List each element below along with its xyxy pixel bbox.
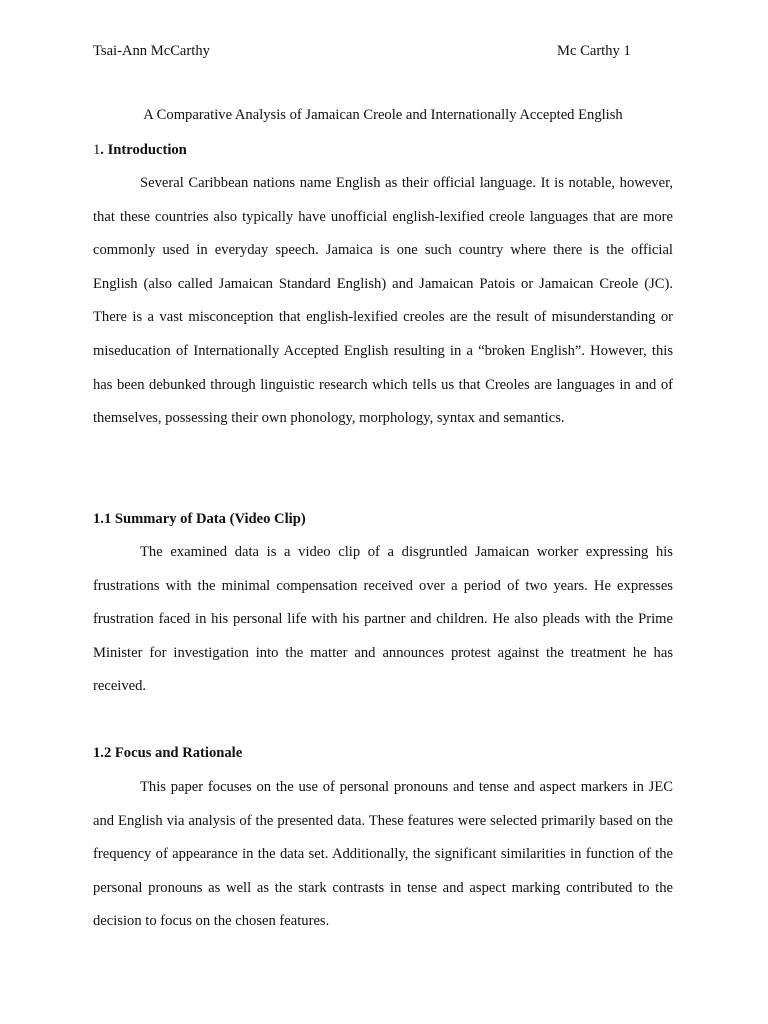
paragraph-summary: The examined data is a video clip of a disgruntled Jamaican worker expressing his frustrations with the minimal compensation received over a period of two years. He expresses frustration faced in his personal life with his partner and children. He also pleads with the Prime Minister for investigation into the matter and announces protest against the treatment he has received. bbox=[93, 544, 673, 695]
section-heading-focus: 1.2 Focus and Rationale bbox=[93, 745, 243, 761]
section-heading-summary: 1.1 Summary of Data (Video Clip) bbox=[93, 511, 306, 527]
section-heading-introduction bbox=[93, 142, 187, 159]
section-heading-text: . Introduction bbox=[100, 142, 187, 158]
header-author: Tsai-Ann McCarthy bbox=[93, 43, 210, 59]
section-number: 1 bbox=[93, 142, 101, 158]
document-title: A Comparative Analysis of Jamaican Creole and Internationally Accepted English bbox=[143, 107, 623, 123]
header-page-label: Mc Carthy 1 bbox=[557, 43, 631, 59]
paragraph-focus: This paper focuses on the use of personal pronouns and tense and aspect markers in JEC and English via analysis of the presented data. These features were selected primarily based on the frequency of appearance in the data set. Additionally, the significant similarities in function of the personal pronouns as well as the stark contrasts in tense and aspect marking contributed to the decision to focus on the chosen features. bbox=[93, 779, 673, 930]
paragraph-introduction: Several Caribbean nations name English as their official language. It is notable, however, that these countries also typically have unofficial english-lexified creole languages that are more commonly used in everyday speech. Jamaica is one such country where there is the official English (also called Jamaican Standard English) and Jamaican Patois or Jamaican Creole (JC). There is a vast misconception that english-lexified creoles are the result of misunderstanding or miseducation of Internationally Accepted English resulting in a “broken English”. However, this has been debunked through linguistic research which tells us that Creoles are languages in and of themselves, possessing their own phonology, morphology, syntax and semantics. bbox=[93, 175, 673, 427]
